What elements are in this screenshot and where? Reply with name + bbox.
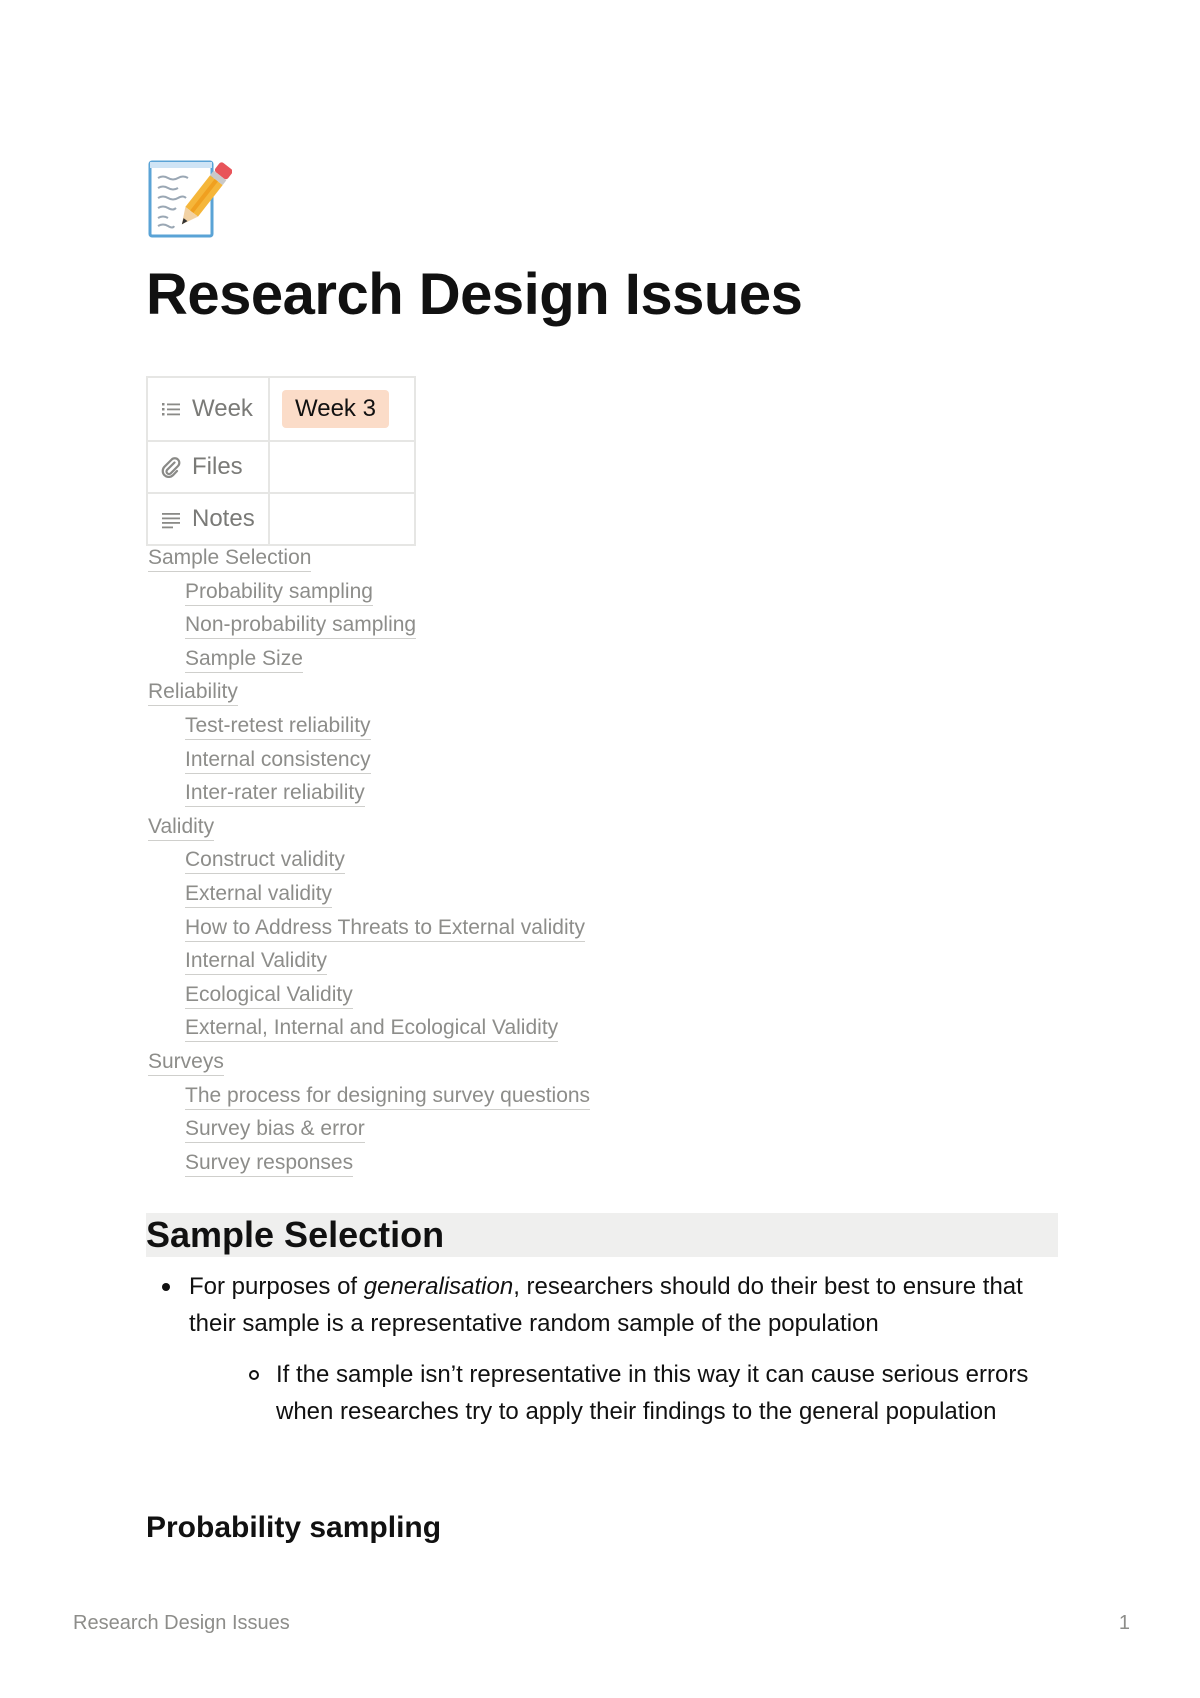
toc-item xyxy=(148,1049,590,1083)
paperclip-icon xyxy=(160,456,182,478)
toc-link[interactable]: How to Address Threats to External validity xyxy=(185,915,585,942)
toc-link[interactable]: Sample Size xyxy=(185,646,303,673)
property-row-notes xyxy=(147,493,415,545)
memo-pencil-icon xyxy=(146,156,232,242)
toc-item xyxy=(148,780,590,814)
toc-link[interactable]: Sample Selection xyxy=(148,545,311,572)
bullet-list xyxy=(146,1268,1046,1430)
toc-link[interactable]: Survey responses xyxy=(185,1150,353,1177)
list-icon xyxy=(160,398,182,420)
toc-item xyxy=(148,1116,590,1150)
week-badge: Week 3 xyxy=(282,390,389,428)
page-number: 1 xyxy=(1118,1612,1130,1634)
toc-item xyxy=(148,814,590,848)
sub-bullet-item: If the sample isn’t representative in this way it can cause serious errors when researches try to apply their findings to the general population xyxy=(232,1356,1056,1430)
property-label: Week xyxy=(192,395,253,422)
property-label: Notes xyxy=(192,505,255,532)
section-heading: Sample Selection xyxy=(146,1214,445,1255)
property-name-week[interactable] xyxy=(148,395,268,423)
property-row-files xyxy=(147,441,415,493)
property-row-week xyxy=(147,377,415,441)
page-title: Research Design Issues xyxy=(146,262,803,327)
text-lines-icon xyxy=(160,508,182,530)
toc-item xyxy=(148,713,590,747)
toc-item xyxy=(148,847,590,881)
toc-item xyxy=(148,948,590,982)
property-value-files[interactable] xyxy=(269,441,415,493)
toc-link[interactable]: Survey bias & error xyxy=(185,1116,365,1143)
toc-link[interactable]: Internal consistency xyxy=(185,747,371,774)
toc-item xyxy=(148,1083,590,1117)
toc-link[interactable]: Validity xyxy=(148,814,214,841)
toc-link[interactable]: Reliability xyxy=(148,679,238,706)
properties-table xyxy=(146,376,416,546)
toc-link[interactable]: Non-probability sampling xyxy=(185,612,416,639)
toc-link[interactable]: Internal Validity xyxy=(185,948,327,975)
toc-link[interactable]: The process for designing survey questions xyxy=(185,1083,590,1110)
emphasis-text: generalisation xyxy=(363,1273,514,1300)
toc-item xyxy=(148,579,590,613)
property-name-notes[interactable] xyxy=(148,505,268,533)
toc-item xyxy=(148,915,590,949)
toc-link[interactable]: Probability sampling xyxy=(185,579,373,606)
property-label: Files xyxy=(192,453,243,480)
toc-link[interactable]: Surveys xyxy=(148,1049,224,1076)
toc-link[interactable]: Construct validity xyxy=(185,847,345,874)
toc-item xyxy=(148,881,590,915)
subsection-heading: Probability sampling xyxy=(146,1511,442,1544)
toc-link[interactable]: Test-retest reliability xyxy=(185,713,371,740)
toc-item xyxy=(148,646,590,680)
toc-link[interactable]: Ecological Validity xyxy=(185,982,353,1009)
property-value-week[interactable] xyxy=(269,377,415,441)
toc-item xyxy=(148,545,590,579)
footer-title: Research Design Issues xyxy=(73,1612,290,1634)
toc-link[interactable]: Inter-rater reliability xyxy=(185,780,365,807)
table-of-contents xyxy=(148,545,590,1183)
toc-link[interactable]: External validity xyxy=(185,881,332,908)
property-value-notes[interactable] xyxy=(269,493,415,545)
property-name-files[interactable] xyxy=(148,453,268,481)
toc-item xyxy=(148,612,590,646)
toc-link[interactable]: External, Internal and Ecological Validity xyxy=(185,1015,558,1042)
toc-item xyxy=(148,982,590,1016)
bullet-item: For purposes of generalisation, researchers should do their best to ensure that their sample is a representative random sample of the population If the sample isn’t representative in this way it can cause serious errors when researches try to apply their findings to the general population xyxy=(146,1268,1046,1430)
toc-item xyxy=(148,679,590,713)
toc-item xyxy=(148,747,590,781)
toc-item xyxy=(148,1015,590,1049)
toc-item xyxy=(148,1150,590,1184)
